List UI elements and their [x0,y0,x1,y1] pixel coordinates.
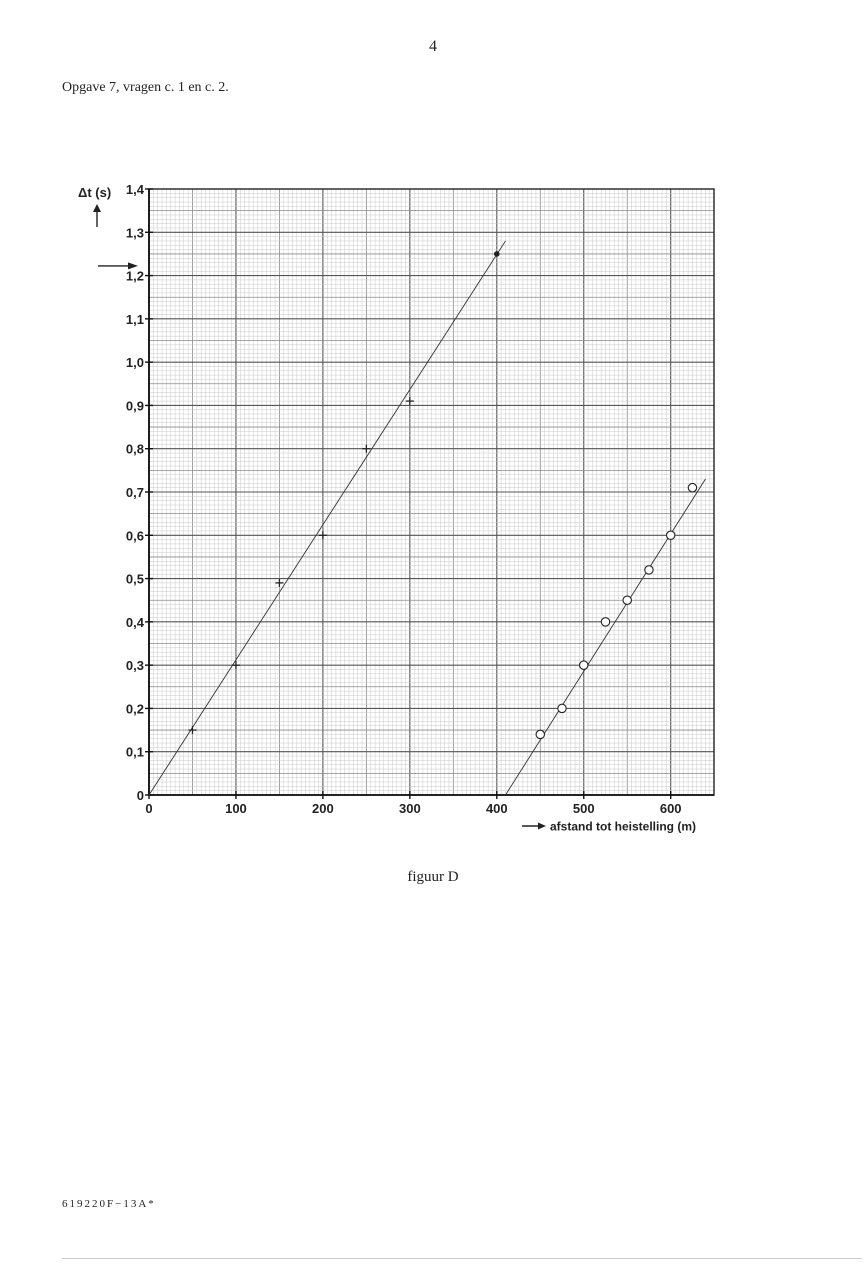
data-point-circle [580,661,588,669]
data-point-circle [558,704,566,712]
page-number: 4 [429,38,437,55]
y-tick-label: 0,1 [125,744,144,760]
y-tick-label: 0,3 [125,658,144,674]
x-tick-label: 100 [225,801,247,816]
x-tick-label: 400 [485,801,508,816]
data-point-plus [275,579,283,587]
x-axis-arrow-head [538,823,546,830]
data-point-circle [688,483,696,491]
data-point-plus [319,531,327,539]
chart-axes [145,189,714,799]
data-point-circle [623,596,631,604]
x-tick-label: 500 [572,801,595,816]
figure-caption: figuur D [407,869,459,885]
y-tick-label: 1,3 [125,225,144,241]
x-tick-label: 300 [398,801,421,816]
y-tick-label: 1,4 [125,182,144,197]
document-code: 619220F−13A* [62,1198,156,1210]
chart-grid [149,189,714,795]
data-point-plus [406,397,414,405]
y-tick-label: 0,4 [125,614,144,630]
x-axis-label: afstand tot heistelling (m) [550,819,697,834]
data-point-dot [494,251,500,257]
y-tick-label: 0,8 [125,441,144,457]
data-point-circle [601,618,609,626]
x-tick-label: 600 [659,801,682,816]
x-tick-label: 200 [312,801,334,816]
y-tick-label: 1,1 [125,311,144,327]
data-point-circle [667,531,675,539]
y-tick-label: 0,7 [125,485,144,500]
y-axis-arrow-head [93,204,101,212]
y-tick-label: 0,9 [125,398,144,414]
data-point-circle [536,730,544,738]
page-edge-line [62,1258,862,1259]
data-point-plus [362,445,370,453]
y-tick-label: 0,6 [125,528,144,544]
y-tick-label: 1,2 [125,268,144,284]
data-point-plus [188,726,196,734]
x-tick-label: 0 [145,801,153,816]
y-tick-label: 0,5 [125,571,144,587]
y-tick-label: 0,2 [125,701,144,717]
y-tick-label: 1,0 [125,355,144,371]
y-tick-label: 0 [136,788,144,803]
question-header: Opgave 7, vragen c. 1 en c. 2. [62,80,229,95]
y-axis-label: Δt (s) [78,185,112,200]
data-point-plus [232,661,240,669]
data-point-circle [645,566,653,574]
